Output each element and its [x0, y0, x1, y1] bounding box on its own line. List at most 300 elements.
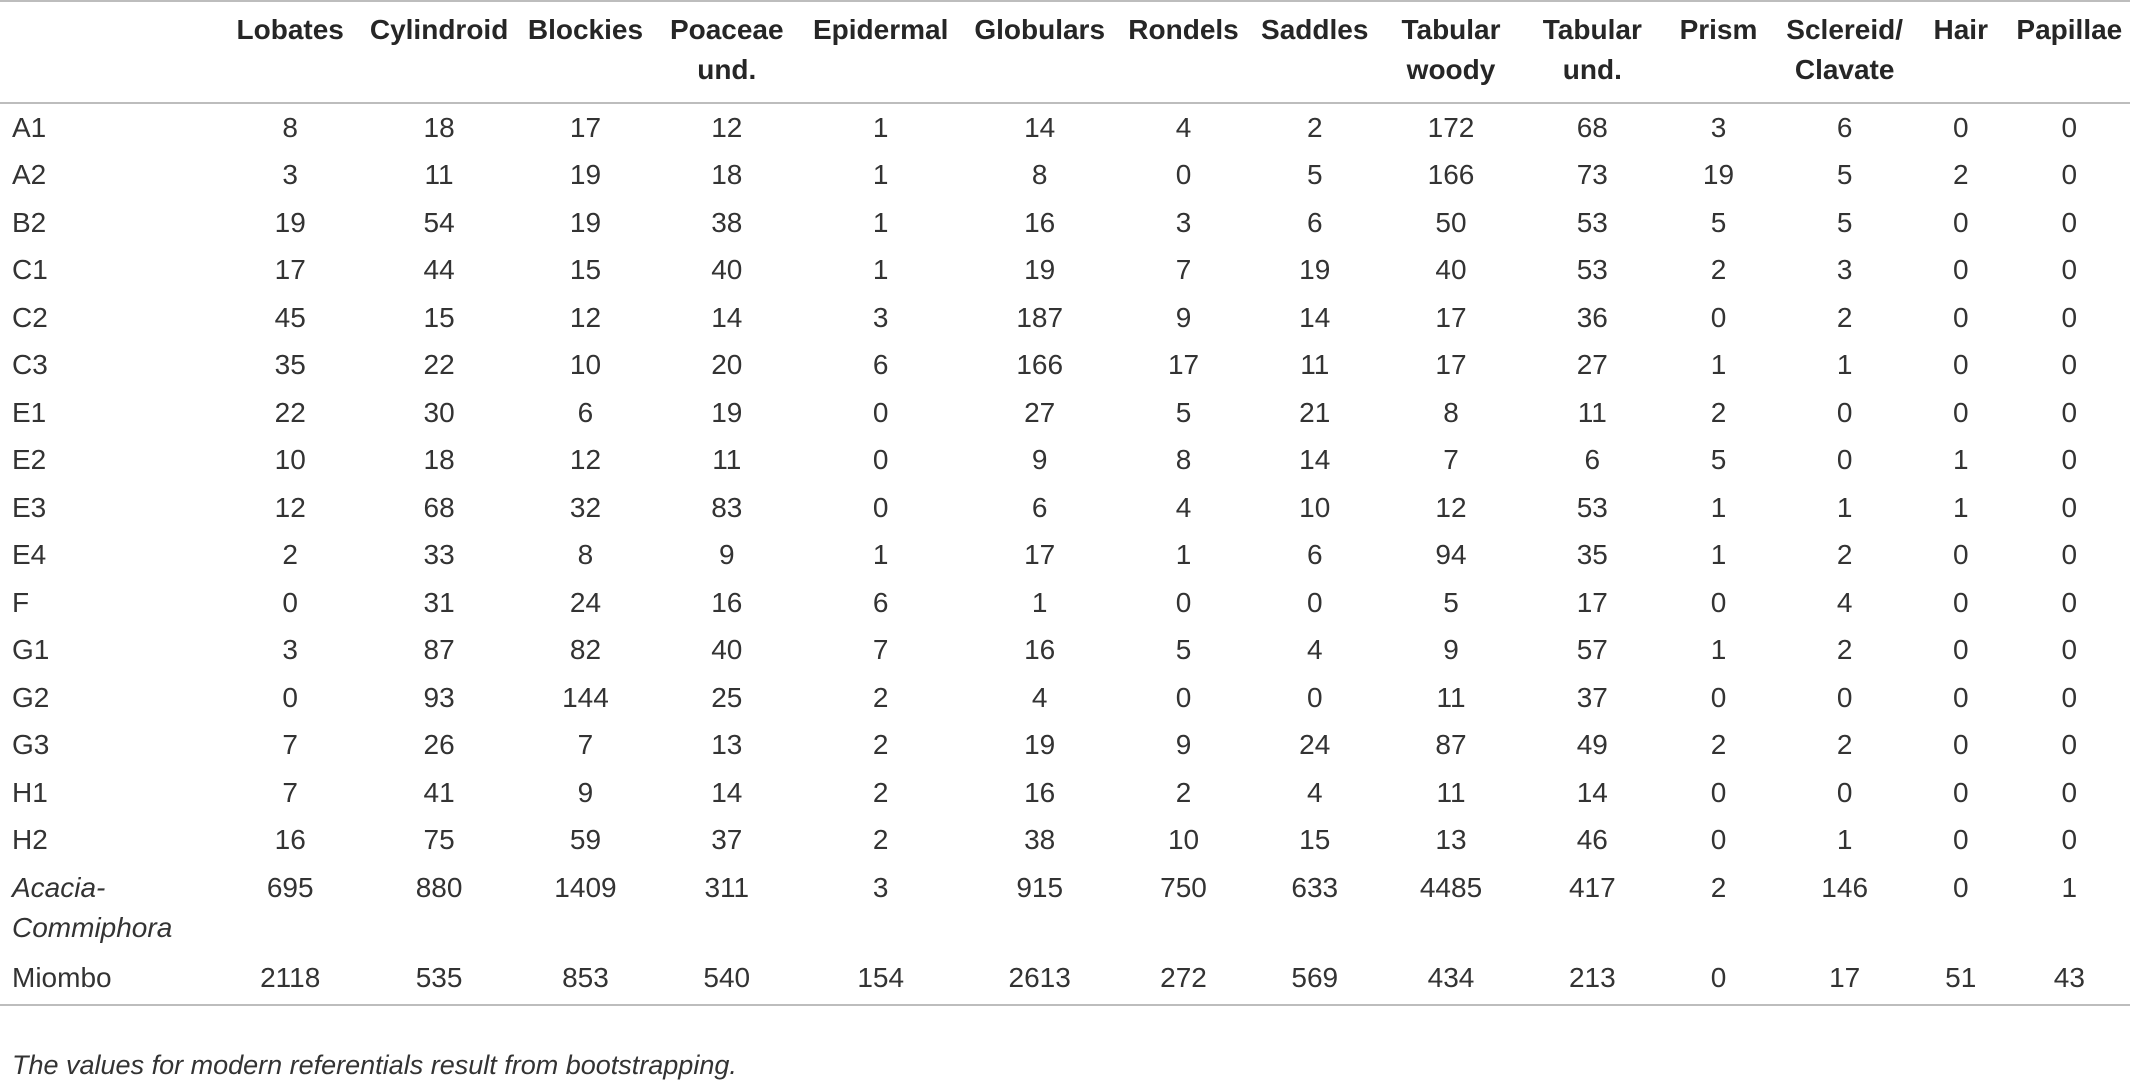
table-cell: 57: [1576, 634, 1608, 666]
table-cell: 750: [1160, 872, 1207, 903]
table-cell: 37: [711, 824, 743, 856]
table-cell: 434: [1378, 952, 1524, 1005]
table-cell: 75: [423, 824, 455, 856]
table-cell: 5: [1836, 206, 1853, 238]
table-cell: 0: [2061, 159, 2078, 191]
table-cell: 19: [711, 396, 743, 428]
table-cell: 2613: [964, 952, 1115, 1005]
table-cell: 0: [1306, 586, 1323, 618]
table-cell: 14: [1576, 776, 1608, 808]
table-row: [0, 864, 2130, 952]
table-cell: 0: [2061, 824, 2078, 856]
table-cell: 13: [1435, 824, 1467, 856]
table-cell: 2: [872, 824, 889, 856]
column-header: [217, 1, 363, 103]
table-cell: 17: [1024, 539, 1056, 571]
table-cell: 2: [1710, 254, 1727, 286]
column-header-line: und.: [1562, 54, 1622, 85]
column-header-line: Lobates: [236, 14, 344, 45]
table-cell: 0: [2061, 634, 2078, 666]
table-cell: 0: [1952, 301, 1969, 333]
table-cell: 8: [282, 111, 298, 143]
table-cell: 172: [1427, 111, 1475, 143]
table-cell: 11: [1436, 681, 1466, 713]
table-cell: 22: [274, 396, 306, 428]
table-cell: 0: [1710, 301, 1727, 333]
table-cell: 38: [1024, 824, 1056, 856]
table-cell: 1: [1710, 491, 1727, 523]
table-cell: 17: [1576, 586, 1608, 618]
table-cell: 1: [872, 206, 889, 238]
table-cell: 40: [1435, 254, 1467, 286]
table-cell: 49: [1576, 729, 1608, 761]
table-cell: 15: [423, 301, 455, 333]
table-cell: 1: [1710, 634, 1727, 666]
column-header-line: Saddles: [1261, 14, 1369, 45]
table-cell: 2: [872, 776, 889, 808]
column-header-line: und.: [697, 54, 757, 85]
table-cell: 18: [423, 111, 455, 143]
table-cell: 6: [1584, 444, 1601, 476]
column-header-empty: [0, 1, 217, 103]
table-cell: 19: [1024, 254, 1056, 286]
table-cell: 2: [872, 681, 889, 713]
table-cell: 6: [1306, 206, 1323, 238]
row-label: E1: [12, 396, 47, 428]
table-cell: 880: [415, 872, 463, 903]
table-cell: 5: [1306, 159, 1323, 191]
column-header: [1524, 1, 1660, 103]
table-cell: 0: [1306, 681, 1323, 713]
table-cell: 87: [423, 634, 455, 666]
table-cell: 695: [266, 872, 314, 903]
column-header-line: Papillae: [2016, 14, 2123, 45]
table-cell: 10: [1167, 824, 1200, 856]
table-cell: 2: [1836, 539, 1853, 571]
table-cell: 19: [1024, 729, 1056, 761]
table-cell: 213: [1524, 952, 1660, 1005]
table-cell: 50: [1435, 206, 1467, 238]
table-cell: 7: [872, 634, 889, 666]
table-cell: 25: [711, 681, 743, 713]
table-cell: 0: [2061, 206, 2078, 238]
column-header-line: Tabular: [1401, 14, 1501, 45]
table-cell: 40: [711, 634, 743, 666]
row-label: F: [12, 586, 30, 618]
table-cell: 7: [1175, 254, 1192, 286]
table-cell: 166: [1016, 349, 1064, 381]
row-label: G3: [12, 729, 50, 761]
table-cell: 12: [569, 444, 602, 476]
table-cell: 11: [712, 444, 742, 476]
table-header: [0, 1, 2130, 103]
table-cell: 11: [1577, 396, 1607, 428]
table-cell: 0: [1836, 681, 1853, 713]
column-header-line: Hair: [1933, 14, 1988, 45]
column-header: [515, 1, 656, 103]
table-cell: 1: [1710, 349, 1727, 381]
table-cell: 35: [1576, 539, 1608, 571]
table-cell: 16: [274, 824, 306, 856]
column-header: [1115, 1, 1251, 103]
table-cell: 2: [1836, 634, 1853, 666]
table-cell: 17: [569, 111, 602, 143]
table-cell: 1: [872, 254, 889, 286]
table-cell: 0: [1952, 681, 1969, 713]
table-cell: 19: [569, 206, 602, 238]
table-cell: 0: [2061, 539, 2078, 571]
table-cell: 31: [423, 586, 455, 618]
table-cell: 0: [1952, 396, 1969, 428]
table-cell: 3: [872, 301, 889, 333]
table-cell: 4485: [1419, 872, 1483, 903]
table-cell: 13: [711, 729, 743, 761]
table-cell: 0: [1952, 349, 1969, 381]
table-cell: 3: [1710, 111, 1727, 143]
row-label: H1: [12, 776, 48, 808]
table-cell: 0: [2061, 301, 2078, 333]
table-cell: 11: [1436, 776, 1466, 808]
column-header-line: Globulars: [974, 14, 1106, 45]
table-cell: 0: [282, 586, 298, 618]
table-cell: 0: [1710, 681, 1727, 713]
table-cell: 19: [274, 206, 306, 238]
table-cell: 535: [363, 952, 514, 1005]
table-cell: 14: [1024, 111, 1056, 143]
table-cell: 1: [1031, 586, 1048, 618]
row-label: E4: [12, 539, 47, 571]
header-row: [0, 1, 2130, 103]
table-footnote: The values for modern referentials result from bootstrapping.: [12, 1050, 737, 1080]
table-cell: 1: [1710, 539, 1727, 571]
table-cell: 0: [872, 444, 889, 476]
table-cell: 10: [569, 349, 602, 381]
table-cell: 18: [711, 159, 743, 191]
table-cell: 40: [711, 254, 743, 286]
table-cell: 2: [282, 539, 298, 571]
table-cell: 311: [704, 872, 750, 903]
table-cell: 4: [1175, 491, 1192, 523]
table-cell: 6: [872, 586, 889, 618]
table-cell: 9: [1443, 634, 1459, 666]
table-cell: 633: [1291, 872, 1339, 903]
table-cell: 1: [1836, 491, 1853, 523]
row-label: C1: [12, 254, 48, 286]
column-header-line: Sclereid/: [1786, 14, 1904, 45]
column-header-line: Cylindroid: [369, 14, 509, 45]
table-cell: 17: [1777, 952, 1913, 1005]
column-header: [363, 1, 514, 103]
row-label: C2: [12, 301, 48, 333]
table-cell: 0: [1952, 729, 1969, 761]
table-cell: 3: [282, 159, 298, 191]
table-cell: 7: [282, 776, 298, 808]
table-cell: 915: [1016, 872, 1064, 903]
table-cell: 68: [423, 491, 455, 523]
table-cell: 272: [1115, 952, 1251, 1005]
table-cell: 5: [1175, 396, 1192, 428]
table-cell: 6: [577, 396, 594, 428]
table-cell: 0: [1952, 206, 1969, 238]
table-row: [0, 579, 2130, 627]
table-cell: 6: [1836, 111, 1853, 143]
table-cell: 82: [569, 634, 602, 666]
table-cell: 8: [1031, 159, 1048, 191]
row-label: G2: [12, 681, 50, 713]
table-cell: 53: [1576, 254, 1608, 286]
table-cell: 0: [2061, 586, 2078, 618]
table-cell: 18: [423, 444, 455, 476]
table-body: [0, 103, 2130, 1005]
table-row: [0, 199, 2130, 247]
table-cell: 1: [1175, 539, 1192, 571]
table-cell: 0: [2061, 111, 2078, 143]
table-cell: 0: [2061, 349, 2078, 381]
table-cell: 417: [1568, 872, 1616, 903]
table-cell: 0: [1952, 111, 1969, 143]
table-cell: 0: [1952, 634, 1969, 666]
table-cell: 1: [1836, 824, 1853, 856]
table-cell: 15: [569, 254, 602, 286]
table-cell: 5: [1175, 634, 1192, 666]
table-cell: 146: [1821, 872, 1869, 903]
table-cell: 0: [2061, 776, 2078, 808]
table-cell: 1: [2061, 872, 2078, 903]
table-cell: 0: [1710, 586, 1727, 618]
table-cell: 4: [1031, 681, 1048, 713]
table-cell: 3: [1836, 254, 1853, 286]
table-cell: 1: [872, 111, 889, 143]
column-header: [1378, 1, 1524, 103]
table-cell: 19: [1299, 254, 1331, 286]
table-cell: 73: [1576, 159, 1608, 191]
table-row: [0, 722, 2130, 770]
table-cell: 1: [1836, 349, 1853, 381]
table-cell: 35: [274, 349, 306, 381]
table-cell: 2: [1710, 872, 1727, 903]
table-cell: 0: [2061, 681, 2078, 713]
table-row: [0, 152, 2130, 200]
table-cell: 37: [1576, 681, 1608, 713]
table-cell: 4: [1306, 776, 1323, 808]
row-label: B2: [12, 206, 47, 238]
table-cell: 5: [1710, 206, 1727, 238]
column-header: [1777, 1, 1913, 103]
table-cell: 0: [2061, 396, 2078, 428]
table-cell: 33: [423, 539, 455, 571]
table-cell: 0: [1175, 681, 1192, 713]
table-cell: 17: [274, 254, 306, 286]
row-label: A1: [12, 111, 47, 143]
column-header: [1252, 1, 1378, 103]
table-row: [0, 103, 2130, 152]
column-header-line: Epidermal: [813, 14, 949, 45]
table-cell: 0: [282, 681, 298, 713]
table-cell: 2: [1306, 111, 1323, 143]
table-cell: 0: [1952, 872, 1969, 903]
table-row: [0, 674, 2130, 722]
table-cell: 14: [711, 301, 743, 333]
table-cell: 21: [1299, 396, 1331, 428]
table-cell: 0: [1952, 254, 1969, 286]
table-cell: 0: [1175, 159, 1192, 191]
table-cell: 8: [1443, 396, 1459, 428]
table-cell: 7: [577, 729, 594, 761]
table-cell: 2: [1836, 729, 1853, 761]
table-cell: 46: [1576, 824, 1608, 856]
table-row: [0, 952, 2130, 1005]
table-cell: 87: [1435, 729, 1467, 761]
table-cell: 3: [282, 634, 298, 666]
table-cell: 0: [1836, 396, 1853, 428]
table-cell: 59: [569, 824, 602, 856]
table-row: [0, 294, 2130, 342]
table-cell: 11: [1300, 349, 1330, 381]
table-cell: 0: [1952, 776, 1969, 808]
table-cell: 853: [515, 952, 656, 1005]
table-cell: 3: [1175, 206, 1192, 238]
table-cell: 187: [1016, 301, 1064, 333]
table-cell: 12: [274, 491, 306, 523]
table-cell: 17: [1435, 349, 1467, 381]
table-cell: 9: [1031, 444, 1048, 476]
table-row: [0, 484, 2130, 532]
table-cell: 51: [1913, 952, 2009, 1005]
table-cell: 17: [1435, 301, 1467, 333]
table-cell: 11: [424, 159, 454, 191]
table-cell: 38: [711, 206, 743, 238]
column-header: [797, 1, 964, 103]
column-header-line: Rondels: [1128, 14, 1239, 45]
table-cell: 9: [718, 539, 735, 571]
table-cell: 4: [1175, 111, 1192, 143]
table-cell: 44: [423, 254, 455, 286]
table-cell: 3: [872, 872, 889, 903]
table-cell: 54: [423, 206, 455, 238]
table-cell: 6: [1306, 539, 1323, 571]
table-cell: 24: [569, 586, 602, 618]
table-cell: 0: [1952, 824, 1969, 856]
table-cell: 14: [711, 776, 743, 808]
table-cell: 0: [2061, 444, 2078, 476]
row-label: A2: [12, 159, 47, 191]
row-label: E3: [12, 491, 47, 523]
column-header: [1660, 1, 1776, 103]
table-cell: 154: [797, 952, 964, 1005]
table-cell: 45: [274, 301, 306, 333]
table-cell: 8: [1175, 444, 1192, 476]
table-cell: 12: [1435, 491, 1467, 523]
table-cell: 9: [577, 776, 594, 808]
row-label-line: Commiphora: [12, 912, 173, 943]
table-cell: 22: [423, 349, 455, 381]
table-cell: 68: [1576, 111, 1608, 143]
table-cell: 0: [872, 491, 889, 523]
table-cell: 7: [1443, 444, 1459, 476]
table-cell: 27: [1024, 396, 1056, 428]
table-cell: 0: [1836, 776, 1853, 808]
table-cell: 43: [2009, 952, 2130, 1005]
row-label-line: Acacia-: [12, 872, 106, 903]
row-label: Miombo: [0, 952, 217, 1005]
table-cell: 9: [1175, 729, 1192, 761]
table-cell: 5: [1710, 444, 1727, 476]
table-cell: 0: [1710, 824, 1727, 856]
table-row: [0, 532, 2130, 580]
table-cell: 36: [1576, 301, 1608, 333]
column-header: [1913, 1, 2009, 103]
column-header-line: woody: [1406, 54, 1496, 85]
table-cell: 5: [1836, 159, 1853, 191]
table-cell: 24: [1299, 729, 1331, 761]
column-header: [964, 1, 1115, 103]
table-cell: 30: [423, 396, 455, 428]
table-cell: 32: [569, 491, 602, 523]
table-cell: 4: [1836, 586, 1853, 618]
table-cell: 2: [1175, 776, 1192, 808]
table-row: [0, 389, 2130, 437]
table-cell: 19: [569, 159, 602, 191]
table-cell: 12: [569, 301, 602, 333]
table-cell: 10: [1299, 491, 1331, 523]
table-cell: 41: [423, 776, 455, 808]
table-cell: 16: [1024, 634, 1056, 666]
table-row: [0, 247, 2130, 295]
table-cell: 1: [872, 539, 889, 571]
table-cell: 2: [1710, 396, 1727, 428]
table-cell: 14: [1299, 301, 1331, 333]
table-cell: 569: [1252, 952, 1378, 1005]
table-cell: 6: [872, 349, 889, 381]
table-cell: 20: [711, 349, 743, 381]
table-cell: 16: [711, 586, 743, 618]
table-cell: 27: [1576, 349, 1608, 381]
table-cell: 166: [1427, 159, 1475, 191]
table-cell: 1: [1952, 444, 1969, 476]
table-cell: 6: [1031, 491, 1048, 523]
table-cell: 16: [1024, 206, 1056, 238]
table-cell: 0: [1836, 444, 1853, 476]
column-header-line: Prism: [1679, 14, 1758, 45]
table-cell: 1409: [554, 872, 617, 903]
table-cell: 8: [577, 539, 594, 571]
table-cell: 5: [1443, 586, 1459, 618]
table-cell: 1: [1952, 491, 1969, 523]
table-cell: 0: [872, 396, 889, 428]
table-cell: 0: [2061, 254, 2078, 286]
table-cell: 0: [1660, 952, 1776, 1005]
table-cell: 0: [1952, 539, 1969, 571]
table-cell: 16: [1024, 776, 1056, 808]
table-cell: 9: [1175, 301, 1192, 333]
table-cell: 0: [2061, 729, 2078, 761]
table-cell: 19: [1702, 159, 1735, 191]
table-cell: 2118: [217, 952, 363, 1005]
table-cell: 94: [1435, 539, 1467, 571]
column-header-line: Poaceae: [669, 14, 784, 45]
table-cell: 0: [2061, 491, 2078, 523]
table-cell: 2: [1710, 729, 1727, 761]
table-cell: 53: [1576, 491, 1608, 523]
table-cell: 15: [1299, 824, 1331, 856]
column-header: [2009, 1, 2130, 103]
row-label: G1: [12, 634, 50, 666]
row-label: H2: [12, 824, 48, 856]
table-cell: 93: [423, 681, 455, 713]
table-row: [0, 817, 2130, 865]
table-cell: 0: [1952, 586, 1969, 618]
table-cell: 53: [1576, 206, 1608, 238]
